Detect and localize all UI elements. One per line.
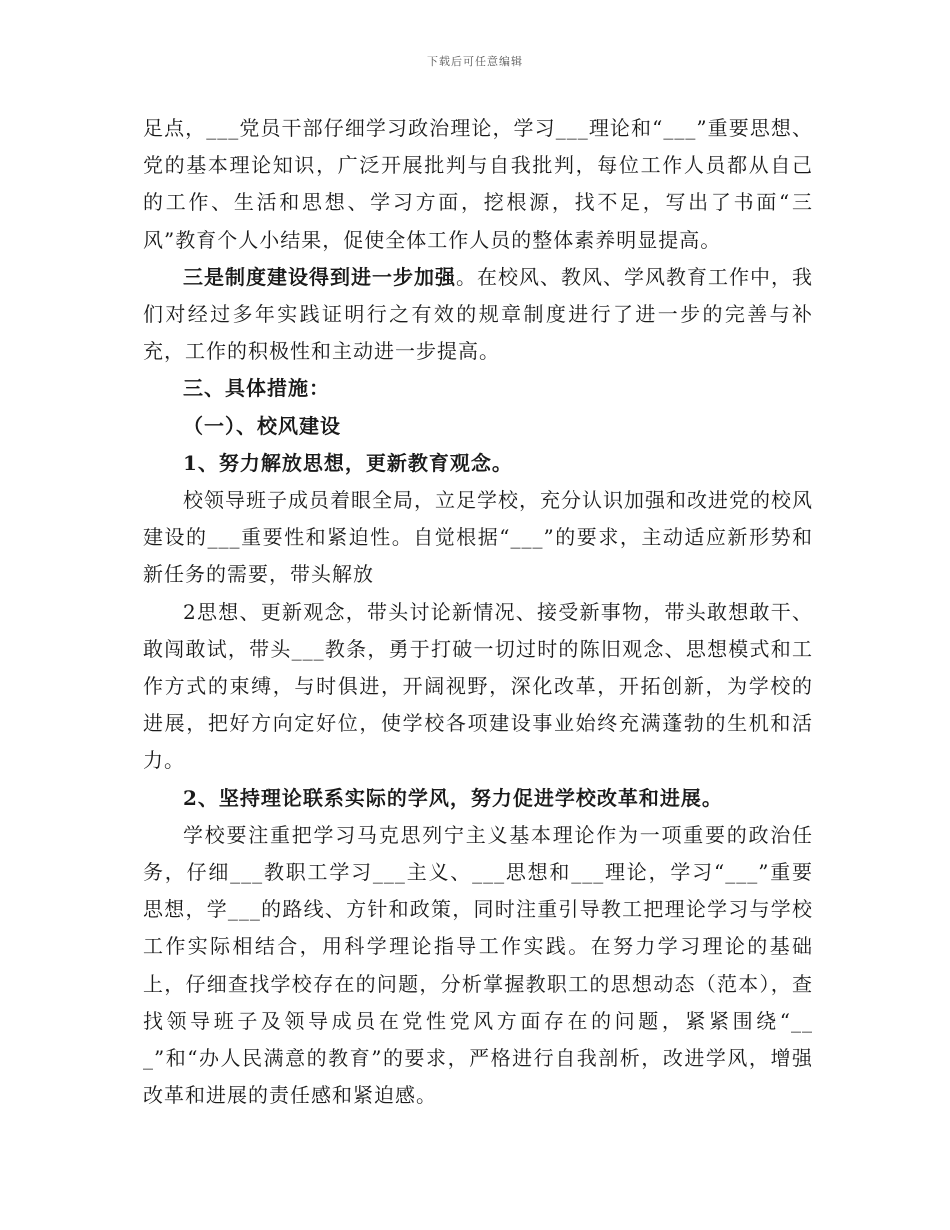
page-header: 下载后可任意编辑	[427, 55, 523, 68]
section-heading-measures: 三、具体措施：	[183, 376, 330, 401]
paragraph-ideas: 2思想、更新观念，带头讨论新情况、接受新事物，带头敢想敢干、敢闯敢试，带头___教条，勇于打破一切过时的陈旧观念、思想模式和工作方式的束缚，与时俱进，开阔视野，深化改革，开拓创新，为学校的进展，把好方向定好位，使学校各项建设事业始终充满蓬勃的生机和活力。	[143, 599, 813, 773]
paragraph-continuation: 足点，___党员干部仔细学习政治理论，学习___理论和“___”重要思想、党的基本理论知识，广泛开展批判与自我批判，每位工作人员都从自己的工作、生活和思想、学习方面，挖根源，找不足，写出了书面“三风”教育个人小结果，促使全体工作人员的整体素养明显提高。	[143, 116, 813, 252]
paragraph-theory-study: 学校要注重把学习马克思列宁主义基本理论作为一项重要的政治任务，仔细___教职工学习___主义、___思想和___理论，学习“___”重要思想，学___的路线、方针和政策，同时注重引导教工把理论学习与学校工作实际相结合，用科学理论指导工作实践。在努力学习理论的基础上，仔细查找学校存在的问题，分析掌握教职工的思想动态（范本），查找领导班子及领导成员在党性党风方面存在的问题，紧紧围绕“___”和“办人民满意的教育”的要求，严格进行自我剖析，改进学风，增强改革和进展的责任感和紧迫感。	[143, 822, 813, 1108]
item-heading-2: 2、坚持理论联系实际的学风，努力促进学校改革和进展。	[183, 785, 723, 810]
document-body	[143, 110, 813, 1114]
paragraph-lead: 三是制度建设得到进一步加强	[183, 264, 456, 289]
item-heading-1: 1、努力解放思想，更新教育观念。	[183, 450, 513, 475]
paragraph-text: 。在校风、教风、学风教育工作中，我们对经过多年实践证明行之有效的规章制度进行了进一步的完善与补充，工作的积极性和主动进一步提高。	[143, 264, 813, 364]
paragraph-leadership: 校领导班子成员着眼全局，立足学校，充分认识加强和改进党的校风建设的___重要性和紧迫性。自觉根据“___”的要求，主动适应新形势和新任务的需要，带头解放	[143, 488, 813, 587]
paragraph-system-building	[143, 259, 813, 371]
subsection-heading-school-style: （一）、校风建设	[183, 413, 341, 438]
